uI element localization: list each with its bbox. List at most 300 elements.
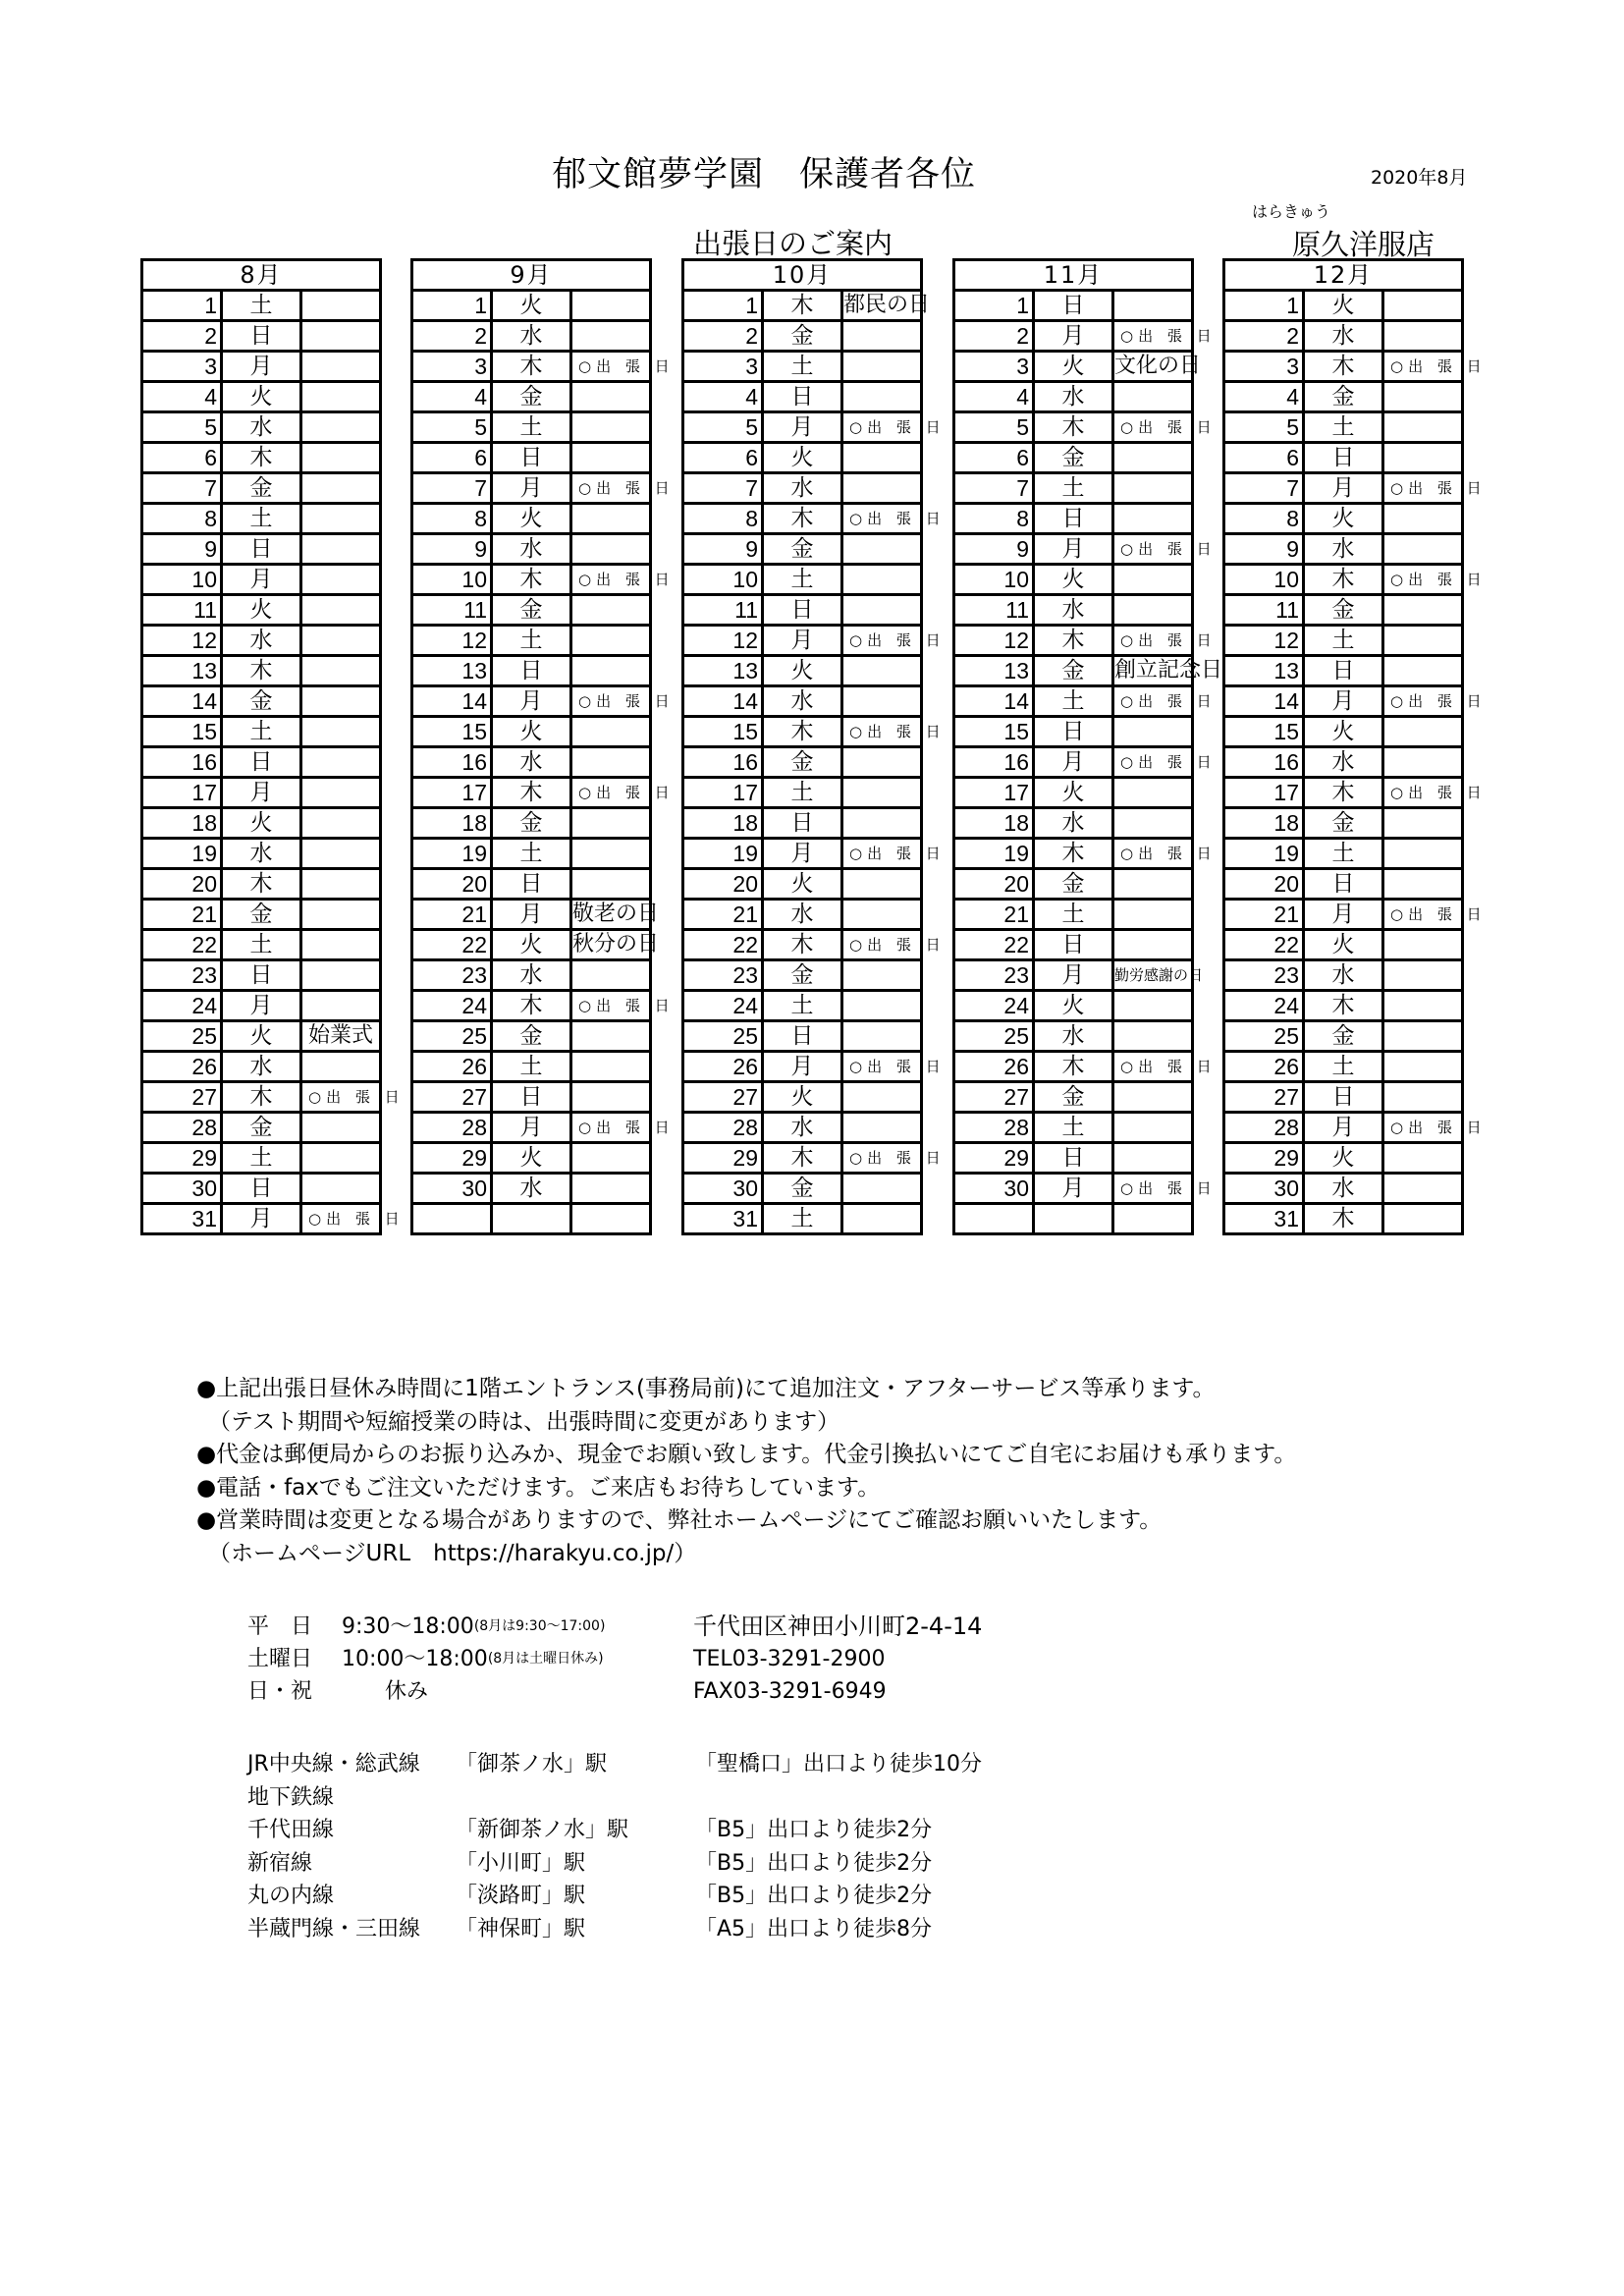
weekday: 月 [492,686,571,717]
day-note: ○出 張 日 [842,717,922,747]
weekday: 月 [222,565,301,595]
day-number: 3 [683,352,763,382]
access-line: 新宿線 [247,1850,313,1876]
day-row [1224,443,1463,473]
day-row [142,504,381,534]
day-number: 9 [1224,534,1304,565]
day-note [301,1143,381,1174]
day-number: 9 [412,534,492,565]
month-table-dec [1222,258,1487,1235]
day-note: ○出 張 日 [1383,473,1463,504]
weekday: 木 [1304,352,1383,382]
day-number: 6 [954,443,1034,473]
day-row [412,1143,651,1174]
day-note [842,473,922,504]
day-row [683,1082,922,1113]
day-note [842,808,922,839]
weekday: 火 [763,1082,842,1113]
day-note: 都民の日 [842,291,922,321]
day-number: 16 [412,747,492,778]
day-row [1224,473,1463,504]
day-number: 12 [954,626,1034,656]
day-row [683,291,922,321]
day-row [142,1174,381,1204]
access-directions [247,1748,982,1945]
access-line: 千代田線 [247,1818,335,1842]
weekday: 水 [222,1052,301,1082]
weekday: 火 [1034,565,1113,595]
month-header-row [142,260,381,291]
day-number: 2 [1224,321,1304,352]
day-note [1383,960,1463,991]
weekday: 金 [763,960,842,991]
day-row [683,991,922,1021]
day-number: 3 [1224,352,1304,382]
day-row [1224,991,1463,1021]
note-line: ●営業時間は変更となる場合がありますので、弊社ホームページにてご確認お願いいたします。 [196,1507,1163,1533]
day-note: ○出 張 日 [1383,1113,1463,1143]
day-number: 1 [142,291,222,321]
day-number: 7 [1224,473,1304,504]
day-row [683,595,922,626]
day-number: 19 [954,839,1034,869]
access-row [247,1913,982,1946]
day-row [683,1021,922,1052]
weekday: 月 [492,1113,571,1143]
day-note [842,869,922,900]
access-row [247,1880,982,1913]
day-number: 15 [142,717,222,747]
day-row [683,1174,922,1204]
day-note [301,747,381,778]
day-number: 23 [1224,960,1304,991]
weekday: 月 [763,626,842,656]
day-number: 17 [954,778,1034,808]
day-row [412,1174,651,1204]
day-number: 22 [954,930,1034,960]
day-row [683,1204,922,1234]
day-note [1113,808,1193,839]
day-note [571,504,651,534]
weekday: 水 [1304,321,1383,352]
weekday: 土 [1304,626,1383,656]
day-note [842,1082,922,1113]
weekday: 月 [1304,900,1383,930]
day-number: 10 [1224,565,1304,595]
day-number: 13 [142,656,222,686]
day-row [142,443,381,473]
day-number: 9 [683,534,763,565]
day-row [412,1113,651,1143]
weekday: 木 [1034,626,1113,656]
day-number: 11 [683,595,763,626]
day-note: ○出 張 日 [571,991,651,1021]
day-row [1224,382,1463,412]
weekday: 日 [763,1021,842,1052]
day-number: 18 [142,808,222,839]
day-number: 28 [954,1113,1034,1143]
day-note [571,1052,651,1082]
weekday [492,1204,571,1234]
day-note [1113,1082,1193,1113]
weekday: 日 [1034,291,1113,321]
day-number: 23 [142,960,222,991]
weekday: 木 [492,991,571,1021]
day-note: 勤労感謝の日 [1113,960,1193,991]
day-row [954,1052,1193,1082]
weekday: 木 [222,656,301,686]
day-number: 18 [1224,808,1304,839]
day-row [412,900,651,930]
weekday: 土 [763,565,842,595]
weekday: 火 [492,717,571,747]
access-route: 「A5」出口より徒歩8分 [695,1916,933,1941]
day-row [412,717,651,747]
day-note [301,1113,381,1143]
day-number: 16 [954,747,1034,778]
weekday: 土 [763,778,842,808]
weekday: 金 [1034,1082,1113,1113]
day-number: 29 [1224,1143,1304,1174]
day-number: 10 [142,565,222,595]
day-number: 25 [683,1021,763,1052]
day-row [412,778,651,808]
day-row [1224,960,1463,991]
day-number: 4 [412,382,492,412]
hours-time: 10:00～18:00 [342,1647,488,1671]
day-row [683,808,922,839]
day-note [301,626,381,656]
day-number: 13 [1224,656,1304,686]
day-number: 27 [412,1082,492,1113]
month-header: 11月 [954,260,1193,291]
weekday: 木 [1034,1052,1113,1082]
day-number: 2 [142,321,222,352]
day-number: 25 [412,1021,492,1052]
day-number: 26 [683,1052,763,1082]
day-note [1113,291,1193,321]
weekday: 金 [1034,869,1113,900]
hours-row-weekday [247,1611,605,1643]
access-line: 半蔵門線・三田線 [247,1916,421,1941]
day-note: 始業式 [301,1021,381,1052]
month-header-row [683,260,922,291]
day-row [954,839,1193,869]
weekday: 火 [1034,352,1113,382]
weekday: 日 [1304,443,1383,473]
weekday: 金 [492,808,571,839]
day-row [954,1204,1193,1234]
weekday: 火 [763,869,842,900]
weekday: 土 [222,291,301,321]
weekday: 金 [492,382,571,412]
day-note: ○出 張 日 [571,686,651,717]
day-number: 8 [412,504,492,534]
day-row [1224,778,1463,808]
day-note [842,565,922,595]
day-note [301,382,381,412]
day-row [954,626,1193,656]
day-number: 23 [954,960,1034,991]
day-number: 28 [1224,1113,1304,1143]
day-row [954,565,1193,595]
day-row [683,960,922,991]
weekday: 木 [763,717,842,747]
weekday: 火 [1304,1143,1383,1174]
day-row [412,1021,651,1052]
month-header: 10月 [683,260,922,291]
weekday: 水 [1304,534,1383,565]
day-note [1113,717,1193,747]
note-line: ●上記出張日昼休み時間に1階エントランス(事務局前)にて追加注文・アフターサービス等承ります。 [196,1376,1216,1401]
day-row [1224,1143,1463,1174]
notes-section [196,1373,1296,1570]
day-note: 文化の日 [1113,352,1193,382]
day-row [954,504,1193,534]
weekday: 月 [222,778,301,808]
day-number: 8 [683,504,763,534]
day-note [571,839,651,869]
day-number: 15 [683,717,763,747]
hours-remark: (8月は9:30～17:00) [473,1618,606,1634]
shop-name: 原久洋服店 [1292,228,1435,261]
month-table-aug [140,258,405,1235]
day-row [1224,595,1463,626]
weekday: 火 [1304,291,1383,321]
day-row [142,900,381,930]
day-note [1113,473,1193,504]
weekday: 金 [763,321,842,352]
day-note [571,626,651,656]
day-number: 24 [954,991,1034,1021]
weekday: 火 [1304,930,1383,960]
day-number: 13 [683,656,763,686]
day-note [301,839,381,869]
day-row [1224,869,1463,900]
weekday: 月 [1034,960,1113,991]
hours-label: 土曜日 [247,1647,313,1671]
weekday: 月 [222,352,301,382]
day-note: 創立記念日 [1113,656,1193,686]
day-number: 1 [683,291,763,321]
day-note [1383,991,1463,1021]
day-row [954,747,1193,778]
day-note [301,595,381,626]
day-note [842,595,922,626]
access-row [247,1748,982,1781]
day-note: ○出 張 日 [842,930,922,960]
day-note [301,352,381,382]
day-note [571,534,651,565]
hours-remark: (8月は土曜日休み) [487,1651,604,1667]
day-number: 28 [683,1113,763,1143]
day-number: 17 [412,778,492,808]
day-note [571,291,651,321]
weekday: 火 [492,930,571,960]
weekday: 水 [492,321,571,352]
day-note [1383,717,1463,747]
day-number: 11 [412,595,492,626]
day-number: 18 [412,808,492,839]
weekday: 土 [492,412,571,443]
weekday: 金 [1034,656,1113,686]
day-row [1224,1113,1463,1143]
day-note: ○出 張 日 [842,1052,922,1082]
day-note: ○出 張 日 [1383,686,1463,717]
day-number: 3 [142,352,222,382]
day-number: 16 [683,747,763,778]
weekday: 日 [222,534,301,565]
weekday: 日 [763,382,842,412]
day-note [1383,412,1463,443]
day-number: 21 [683,900,763,930]
day-number: 23 [412,960,492,991]
day-row [142,1204,381,1234]
day-row [683,443,922,473]
day-number: 26 [412,1052,492,1082]
day-row [142,382,381,412]
day-number: 26 [142,1052,222,1082]
weekday: 金 [1034,443,1113,473]
day-number: 21 [412,900,492,930]
weekday: 日 [763,595,842,626]
day-row [954,686,1193,717]
day-row [1224,1174,1463,1204]
day-number: 7 [683,473,763,504]
day-number: 18 [683,808,763,839]
weekday: 木 [1034,839,1113,869]
weekday: 木 [1304,565,1383,595]
weekday: 水 [1034,595,1113,626]
day-note [301,991,381,1021]
day-note [1383,747,1463,778]
day-row [412,930,651,960]
day-note [1383,839,1463,869]
weekday: 日 [222,747,301,778]
day-number: 5 [683,412,763,443]
contact-info [693,1611,982,1708]
weekday: 木 [1304,778,1383,808]
weekday: 月 [1304,473,1383,504]
weekday: 土 [222,504,301,534]
day-note [842,382,922,412]
day-row [683,930,922,960]
day-row [412,321,651,352]
day-number: 21 [1224,900,1304,930]
day-number: 20 [1224,869,1304,900]
day-note: ○出 張 日 [842,1143,922,1174]
weekday: 月 [763,1052,842,1082]
day-row [412,686,651,717]
day-note [301,443,381,473]
day-row [683,778,922,808]
day-row [142,321,381,352]
day-row [412,839,651,869]
day-number: 5 [142,412,222,443]
weekday: 木 [763,291,842,321]
weekday: 日 [1034,504,1113,534]
day-number: 24 [142,991,222,1021]
month-header-row [412,260,651,291]
day-row [954,473,1193,504]
day-row [1224,352,1463,382]
day-row [954,930,1193,960]
day-number: 12 [142,626,222,656]
day-row [1224,626,1463,656]
weekday: 水 [222,412,301,443]
day-row [142,747,381,778]
month-header: 12月 [1224,260,1463,291]
day-note [1383,382,1463,412]
day-row [412,473,651,504]
day-note [1113,778,1193,808]
weekday: 水 [1034,808,1113,839]
day-row [954,321,1193,352]
month-table-nov [952,258,1223,1235]
day-number: 25 [1224,1021,1304,1052]
day-row [142,534,381,565]
day-row [412,960,651,991]
day-note: ○出 張 日 [1383,352,1463,382]
day-number: 10 [954,565,1034,595]
day-note [1383,504,1463,534]
day-note [301,900,381,930]
weekday: 金 [1304,382,1383,412]
day-number: 11 [954,595,1034,626]
weekday: 木 [763,930,842,960]
day-note [301,686,381,717]
day-note [842,352,922,382]
weekday: 金 [222,1113,301,1143]
weekday: 日 [492,656,571,686]
day-row [412,412,651,443]
day-note [571,656,651,686]
day-note [1383,1052,1463,1082]
day-note [842,991,922,1021]
day-note [1113,565,1193,595]
day-row [412,1082,651,1113]
day-number: 27 [142,1082,222,1113]
day-number: 19 [412,839,492,869]
day-row [412,595,651,626]
day-number: 7 [412,473,492,504]
month-table [952,258,1223,1235]
day-note [1383,443,1463,473]
weekday: 水 [763,686,842,717]
weekday: 火 [1304,717,1383,747]
weekday: 木 [1034,412,1113,443]
hours-time: 9:30～18:00 [342,1614,474,1639]
day-row [142,991,381,1021]
weekday: 火 [222,382,301,412]
weekday: 月 [222,1204,301,1234]
weekday: 水 [1304,1174,1383,1204]
weekday: 水 [763,473,842,504]
day-row [683,1113,922,1143]
day-row [683,869,922,900]
day-note [301,960,381,991]
access-route: 「聖橋口」出口より徒歩10分 [695,1752,982,1777]
day-note: ○出 張 日 [1383,900,1463,930]
weekday: 土 [492,626,571,656]
day-row [1224,291,1463,321]
day-note: ○出 張 日 [571,778,651,808]
day-number: 22 [412,930,492,960]
access-station [456,1781,695,1815]
day-note: ○出 張 日 [1383,565,1463,595]
weekday: 水 [492,1174,571,1204]
day-note: ○出 張 日 [1113,1174,1193,1204]
